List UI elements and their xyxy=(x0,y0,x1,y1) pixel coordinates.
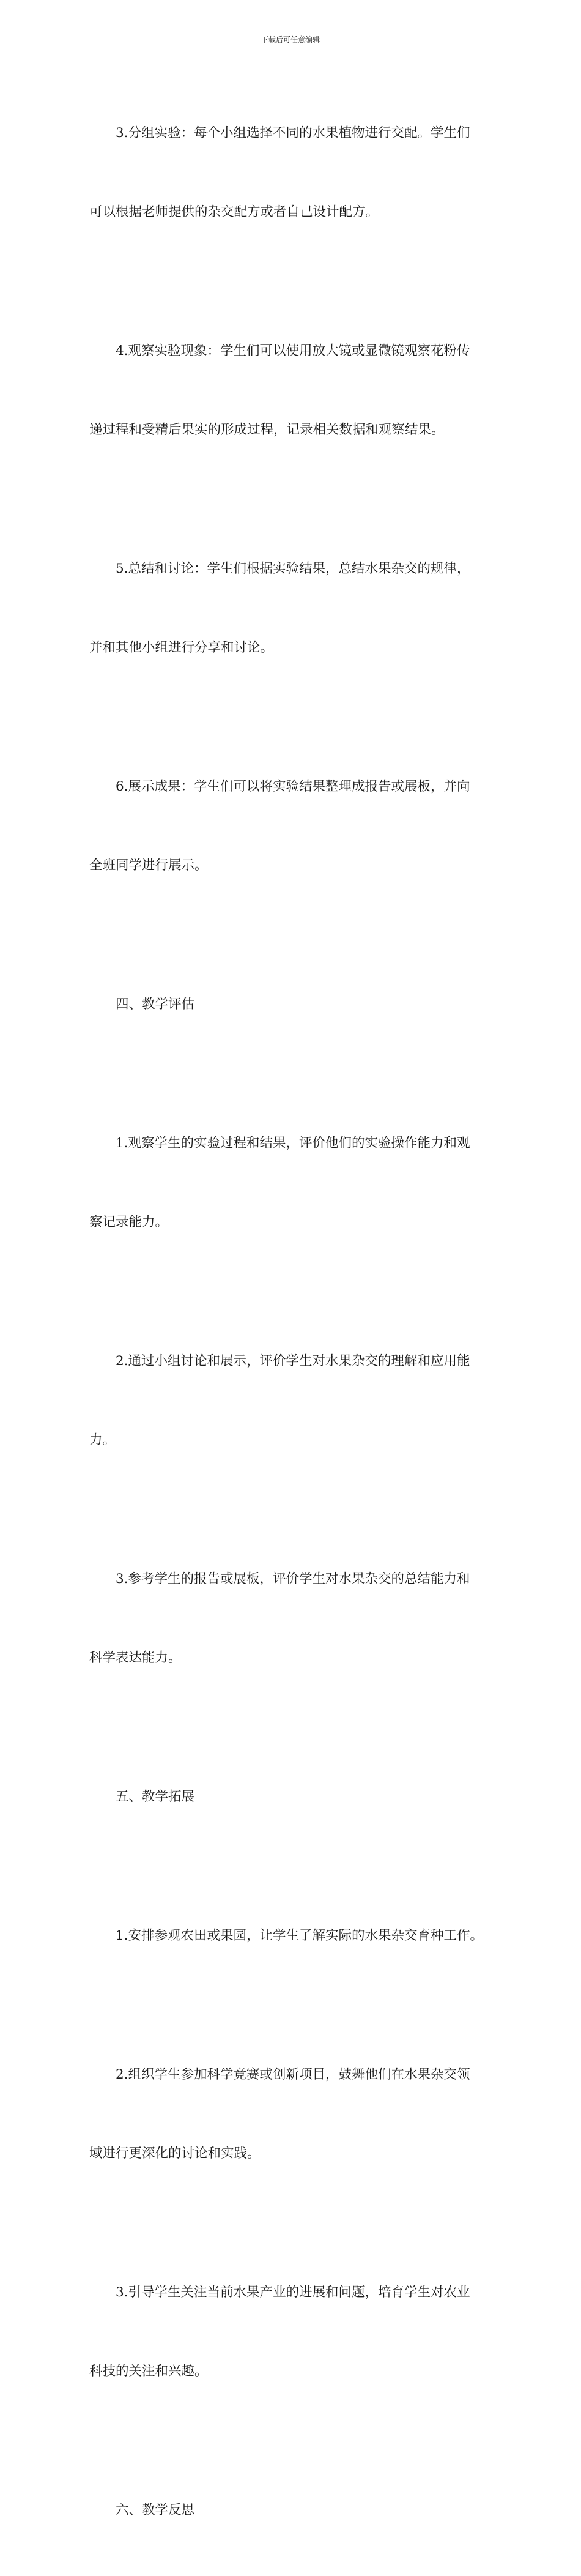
heading-line: 五、教学拓展 xyxy=(116,1789,195,1804)
paragraph-line: 全班同学进行展示。 xyxy=(89,858,208,873)
heading-line: 六、教学反思 xyxy=(116,2503,195,2518)
section-heading-reflection xyxy=(89,2444,493,2576)
section-heading-evaluation xyxy=(89,939,493,1070)
paragraph-step-3 xyxy=(89,67,493,278)
paragraph-line: 5.总结和讨论：学生们根据实验结果，总结水果杂交的规律， xyxy=(116,561,470,576)
paragraph-step-5 xyxy=(89,503,493,713)
paragraph-line: 递过程和受精后果实的形成过程，记录相关数据和观察结果。 xyxy=(89,422,445,437)
paragraph-line: 可以根据老师提供的杂交配方或者自己设计配方。 xyxy=(89,204,379,220)
page-header: 下载后可任意编辑 xyxy=(261,35,320,44)
paragraph-line: 2.组织学生参加科学竞赛或创新项目，鼓舞他们在水果杂交领 xyxy=(116,2067,470,2082)
paragraph-line: 域进行更深化的讨论和实践。 xyxy=(89,2146,261,2161)
paragraph-step-6 xyxy=(89,721,493,931)
paragraph-eval-3 xyxy=(89,1513,493,1724)
section-heading-extension xyxy=(89,1731,493,1863)
paragraph-ext-2 xyxy=(89,2009,493,2219)
paragraph-line: 科学表达能力。 xyxy=(89,1650,182,1666)
document-body xyxy=(89,67,493,2576)
paragraph-ext-3 xyxy=(89,2227,493,2437)
paragraph-line: 力。 xyxy=(89,1432,116,1448)
paragraph-eval-2 xyxy=(89,1295,493,1506)
paragraph-line: 并和其他小组进行分享和讨论。 xyxy=(89,640,274,655)
paragraph-eval-1 xyxy=(89,1078,493,1288)
paragraph-line: 1.观察学生的实验过程和结果，评价他们的实验操作能力和观 xyxy=(116,1136,470,1151)
paragraph-line: 3.引导学生关注当前水果产业的进展和问题，培育学生对农业 xyxy=(116,2285,470,2300)
paragraph-line: 6.展示成果：学生们可以将实验结果整理成报告或展板，并向 xyxy=(116,779,470,794)
paragraph-line: 3.分组实验：每个小组选择不同的水果植物进行交配。学生们 xyxy=(116,125,470,141)
heading-line: 四、教学评估 xyxy=(116,997,195,1012)
paragraph-ext-1 xyxy=(89,1870,493,2001)
paragraph-line: 2.通过小组讨论和展示，评价学生对水果杂交的理解和应用能 xyxy=(116,1353,470,1369)
paragraph-line: 3.参考学生的报告或展板，评价学生对水果杂交的总结能力和 xyxy=(116,1571,470,1587)
paragraph-step-4 xyxy=(89,285,493,496)
paragraph-line: 察记录能力。 xyxy=(89,1215,169,1230)
paragraph-line: 1.安排参观农田或果园，让学生了解实际的水果杂交育种工作。 xyxy=(116,1928,484,1943)
paragraph-line: 科技的关注和兴趣。 xyxy=(89,2364,208,2379)
paragraph-line: 4.观察实验现象：学生们可以使用放大镜或显微镜观察花粉传 xyxy=(116,343,470,359)
